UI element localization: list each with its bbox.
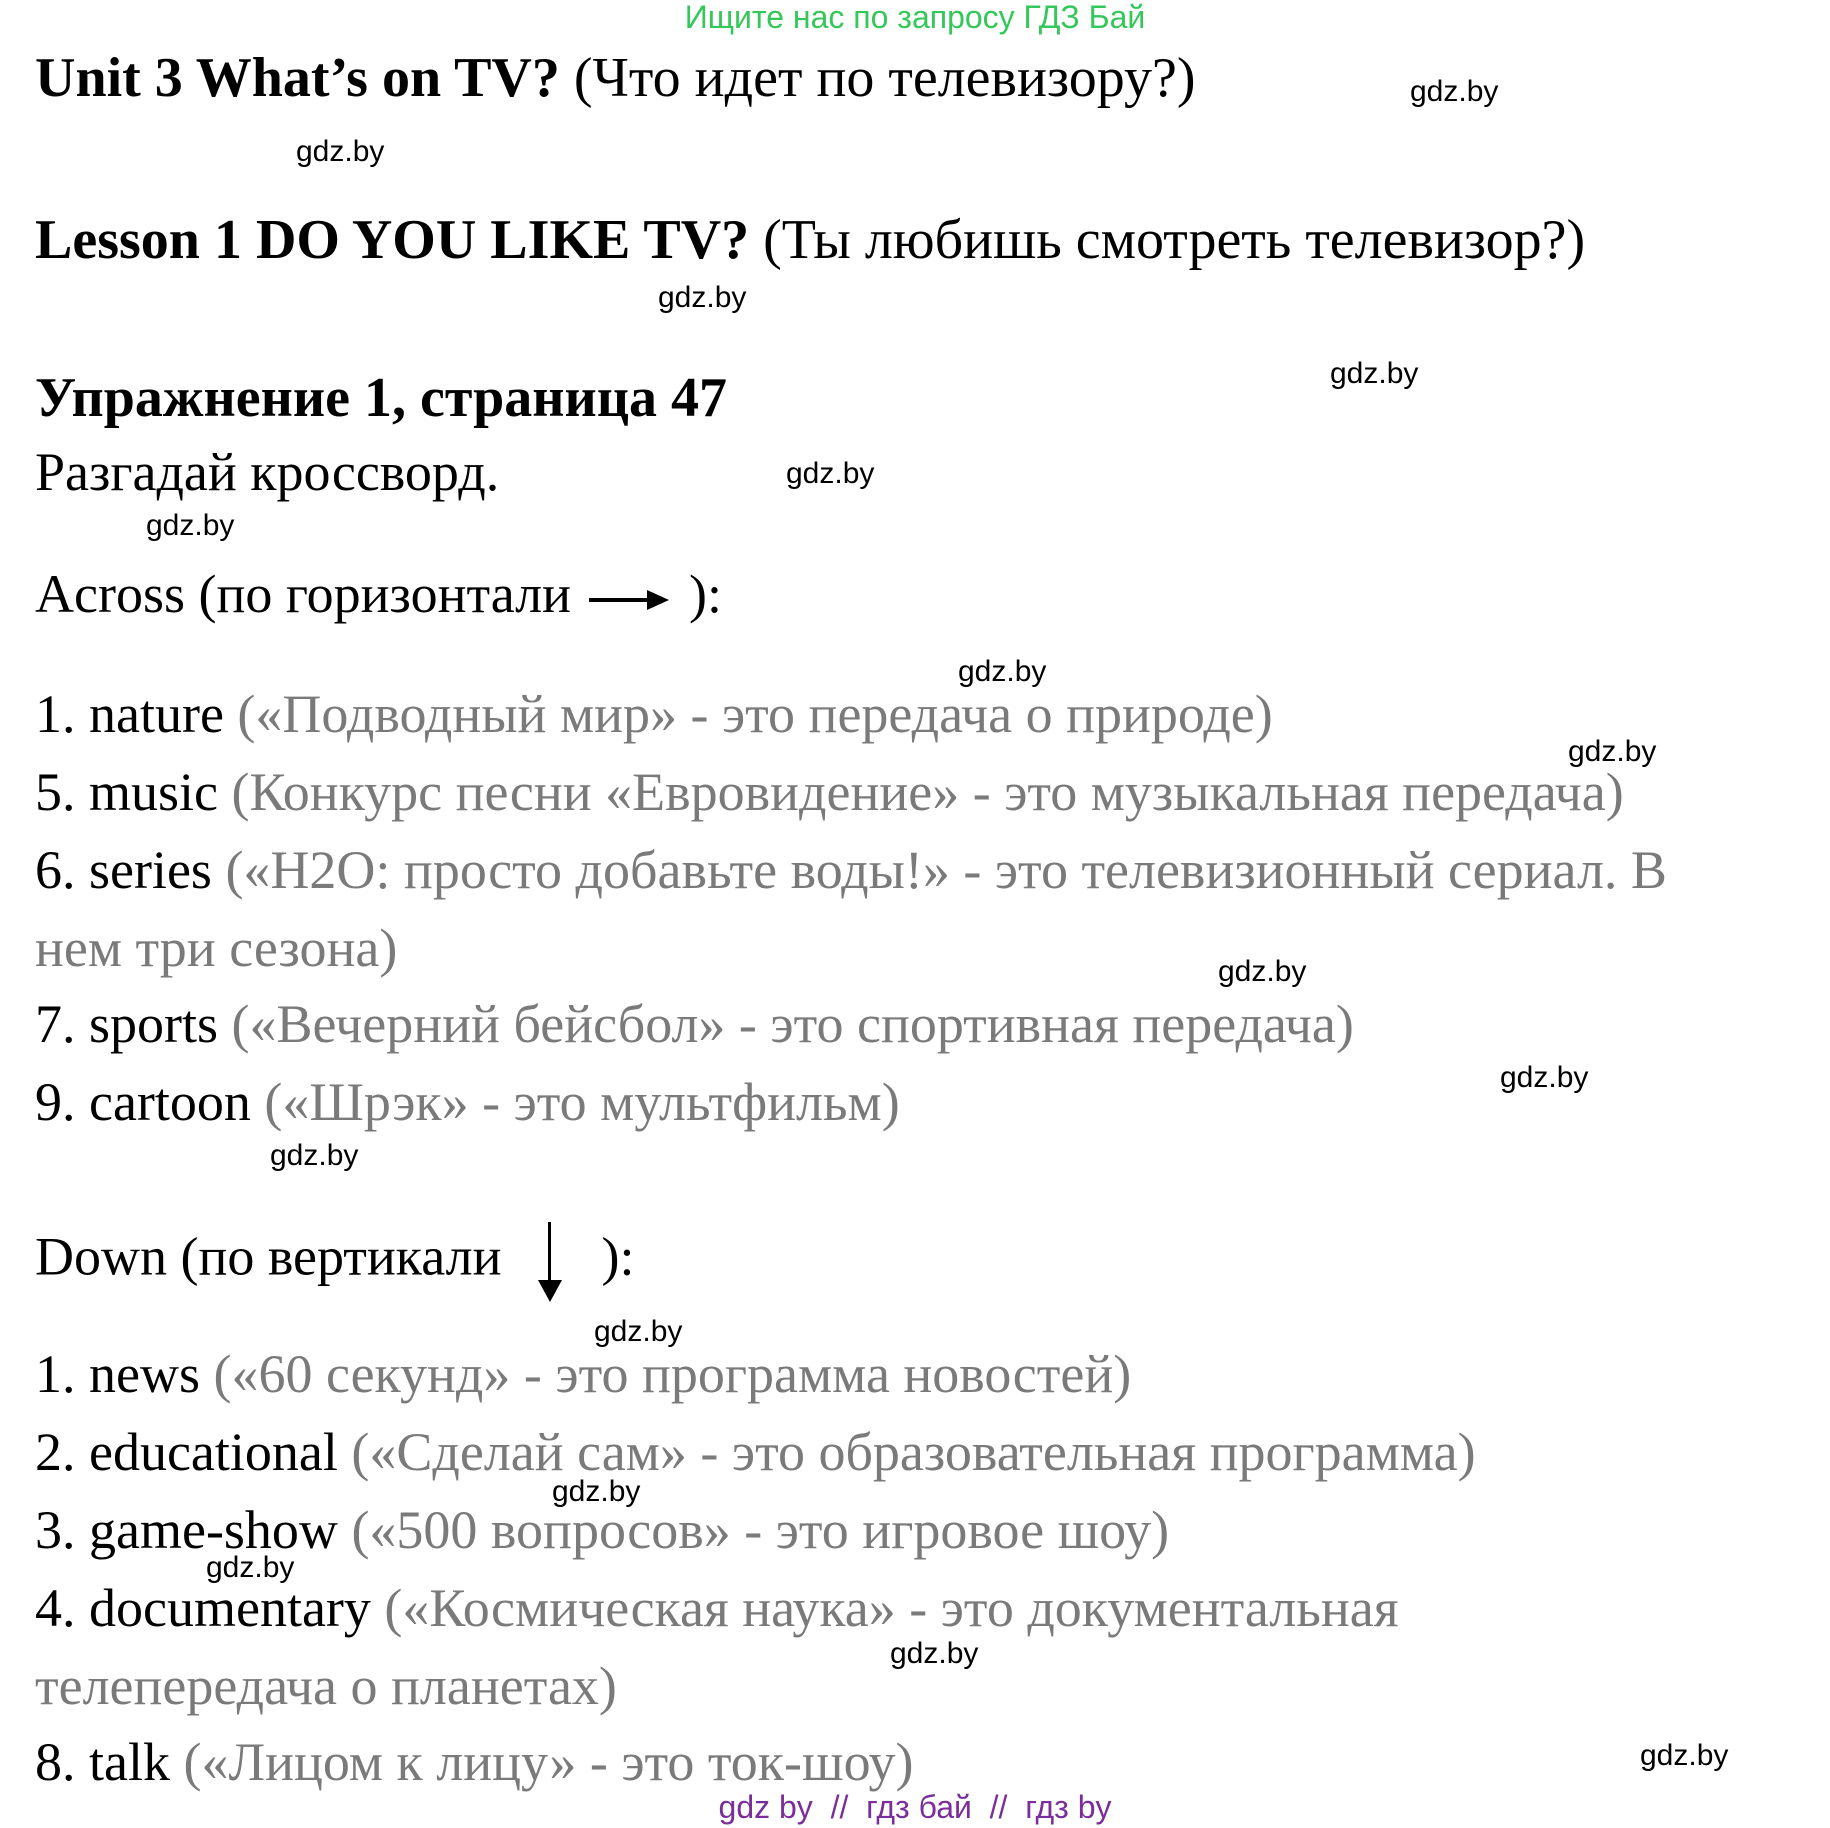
clue-description: («Вечерний бейсбол» - это спортивная передача): [231, 994, 1354, 1054]
across-label: [35, 562, 722, 626]
unit-title-ru: (Что идет по телевизору?): [573, 47, 1196, 109]
across-item-continuation: нем три сезона): [35, 918, 398, 978]
down-item: [35, 1420, 1476, 1484]
clue-description: («Лицом к лицу» - это ток-шоу): [183, 1732, 914, 1792]
lesson-heading: [35, 208, 1585, 272]
clue-description: («Шрэк» - это мультфильм): [264, 1072, 900, 1132]
watermark: gdz.by: [1500, 1061, 1589, 1094]
watermark: gdz.by: [890, 1637, 979, 1670]
clue-description: («Подводный мир» - это передача о природе): [237, 684, 1273, 744]
watermark: gdz.by: [270, 1139, 359, 1172]
unit-title-en: Unit 3 What’s on TV?: [35, 47, 560, 109]
across-label-end: ):: [689, 564, 723, 624]
watermark: gdz.by: [658, 281, 747, 314]
clue-description: («Космическая наука» - это документальная: [384, 1578, 1399, 1638]
down-item: [35, 1576, 1399, 1640]
across-item: [35, 1070, 900, 1134]
arrow-right-icon: [589, 590, 669, 610]
watermark: gdz.by: [1568, 735, 1657, 768]
across-label-text: Across (по горизонтали: [35, 564, 572, 624]
lesson-title-en: Lesson 1 DO YOU LIKE TV?: [35, 209, 750, 271]
clue-answer: 2. educational: [35, 1422, 338, 1482]
exercise-title: Упражнение 1, страница 47: [35, 367, 728, 429]
down-item: [35, 1730, 914, 1794]
watermark: gdz.by: [296, 135, 385, 168]
watermark: gdz.by: [1218, 955, 1307, 988]
clue-description: («H2O: просто добавьте воды!» - это телевизионный сериал. В: [225, 840, 1667, 900]
watermark: gdz.by: [786, 457, 875, 490]
watermark: gdz.by: [206, 1551, 295, 1584]
across-item: [35, 992, 1354, 1056]
watermark: gdz.by: [1410, 75, 1499, 108]
across-item: [35, 682, 1273, 746]
clue-answer: 1. nature: [35, 684, 224, 744]
clue-answer: 4. documentary: [35, 1578, 371, 1638]
across-item: [35, 760, 1624, 824]
arrow-down-icon: [538, 1222, 562, 1302]
clue-answer: 9. cartoon: [35, 1072, 251, 1132]
clue-answer: 3. game-show: [35, 1500, 338, 1560]
watermark: gdz.by: [1640, 1739, 1729, 1772]
clue-answer: 5. music: [35, 762, 218, 822]
down-item-continuation: телепередача о планетах): [35, 1656, 617, 1716]
down-label-text: Down (по вертикали: [35, 1226, 502, 1287]
watermark: gdz.by: [552, 1475, 641, 1508]
clue-description: («60 секунд» - это программа новостей): [213, 1344, 1132, 1404]
unit-heading: [35, 46, 1196, 110]
clue-answer: 8. talk: [35, 1732, 170, 1792]
watermark: gdz.by: [958, 655, 1047, 688]
across-item: [35, 838, 1667, 902]
down-label: [35, 1222, 635, 1302]
lesson-title-ru: (Ты любишь смотреть телевизор?): [763, 209, 1586, 271]
exercise-instruction: Разгадай кроссворд.: [35, 442, 500, 502]
clue-description: («500 вопросов» - это игровое шоу): [351, 1500, 1170, 1560]
search-banner: Ищите нас по запросу ГДЗ Бай: [684, 0, 1146, 35]
footer-watermark: gdz by // гдз бай // гдз by: [718, 1789, 1112, 1825]
clue-answer: 6. series: [35, 840, 212, 900]
watermark: gdz.by: [1330, 357, 1419, 390]
clue-description: (Конкурс песни «Евровидение» - это музыкальная передача): [231, 762, 1624, 822]
clue-description: («Сделай сам» - это образовательная программа): [351, 1422, 1476, 1482]
down-label-end: ):: [601, 1226, 635, 1287]
watermark: gdz.by: [594, 1315, 683, 1348]
down-item: [35, 1342, 1131, 1406]
clue-answer: 1. news: [35, 1344, 200, 1404]
watermark: gdz.by: [146, 509, 235, 542]
clue-answer: 7. sports: [35, 994, 219, 1054]
